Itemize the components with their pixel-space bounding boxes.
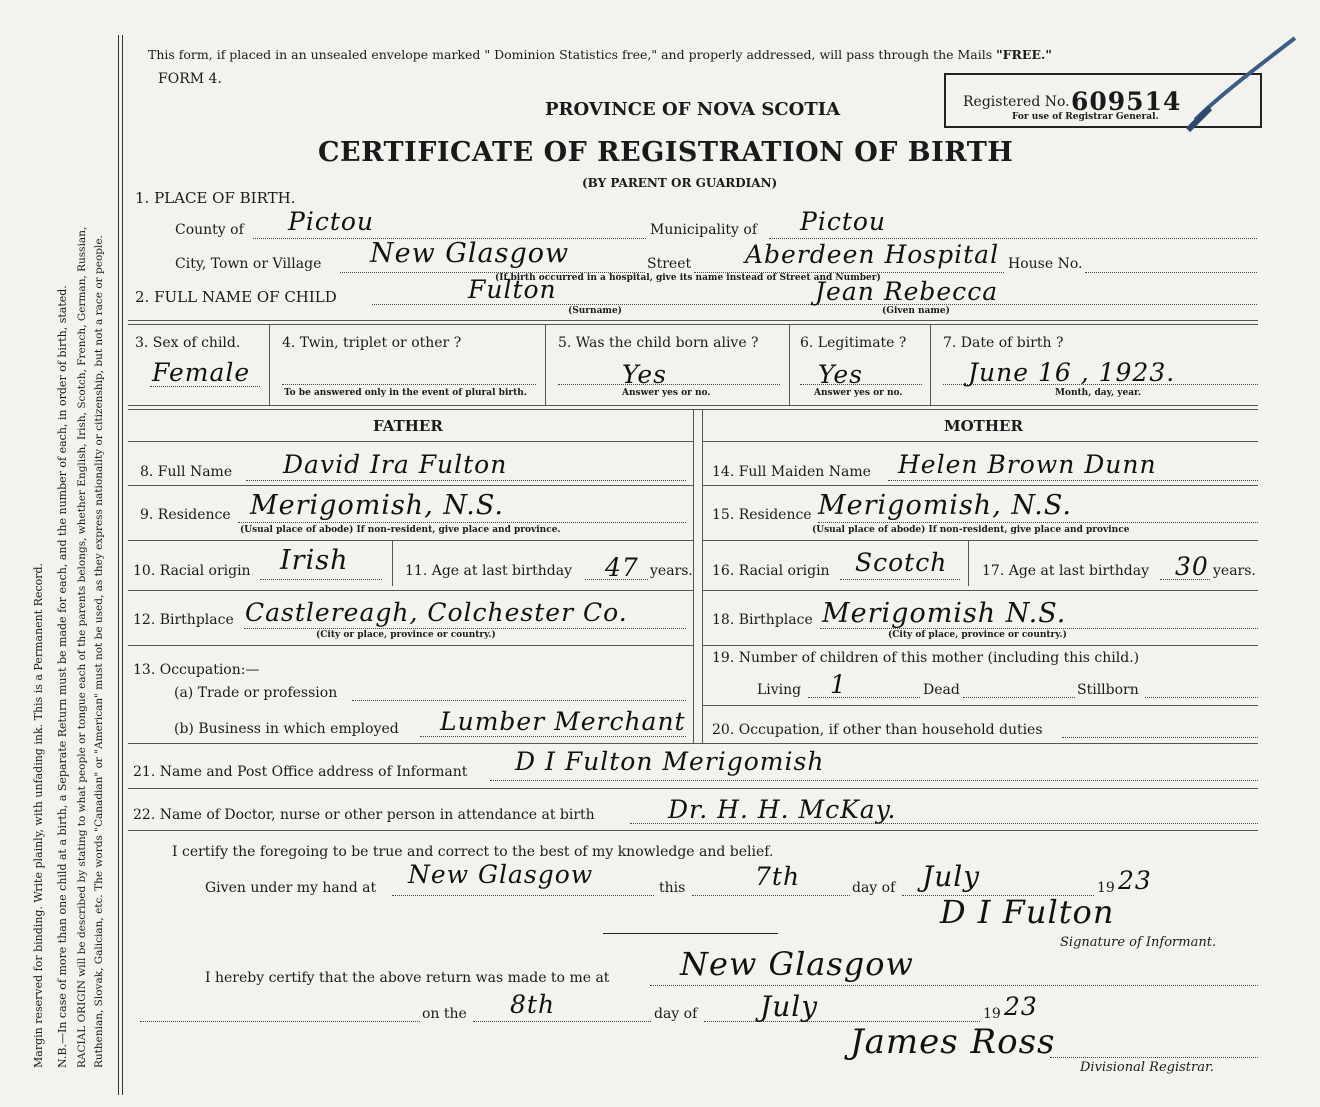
father-birthplace-line xyxy=(244,628,686,629)
divider xyxy=(702,705,1258,706)
twin-label: 4. Twin, triplet or other ? xyxy=(282,335,462,351)
cell-border xyxy=(392,541,393,586)
divider xyxy=(702,540,1258,541)
sex-value: Female xyxy=(152,358,251,387)
born-alive-label: 5. Was the child born alive ? xyxy=(558,335,759,351)
mother-birthplace-value: Merigomish N.S. xyxy=(822,598,1067,629)
margin-note-multiple-births: N.B.—In case of more than one child at a birth, a Separate Return must be made for each, and the number of each, in order of birth, stated. xyxy=(56,285,69,1068)
registrar-place-value: New Glasgow xyxy=(680,945,914,983)
registrar-signature-line xyxy=(1050,1057,1258,1058)
father-race-label: 10. Racial origin xyxy=(133,563,251,579)
father-residence-value: Merigomish, N.S. xyxy=(250,490,504,521)
form-number: FORM 4. xyxy=(158,71,222,87)
dead-label: Dead xyxy=(923,682,960,698)
mother-residence-value: Merigomish, N.S. xyxy=(818,490,1072,521)
given-year-value: 23 xyxy=(1118,866,1152,895)
stillborn-line xyxy=(1145,697,1258,698)
father-name-value: David Ira Fulton xyxy=(283,450,508,479)
dob-note: Month, day, year. xyxy=(1055,388,1142,398)
house-no-line xyxy=(1085,272,1257,273)
given-under-label: Given under my hand at xyxy=(205,880,377,896)
given-month-value: July xyxy=(922,860,981,893)
column-divider xyxy=(693,410,694,743)
informant-signature-caption: Signature of Informant. xyxy=(1060,935,1217,950)
doctor-label: 22. Name of Doctor, nurse or other person in attendance at birth xyxy=(133,807,595,823)
cell-border xyxy=(968,541,969,586)
informant-value: D I Fulton Merigomish xyxy=(515,747,825,776)
divider xyxy=(128,540,693,541)
divider xyxy=(128,441,693,442)
certify-statement: I certify the foregoing to be true and correct to the best of my knowledge and belief. xyxy=(172,844,774,860)
margin-rule xyxy=(118,35,119,1095)
registered-number: 609514 xyxy=(1071,87,1182,116)
street-label: Street xyxy=(647,256,692,272)
street-value: Aberdeen Hospital xyxy=(745,240,1000,269)
trade-label: (a) Trade or profession xyxy=(174,685,338,701)
registrar-year-value: 23 xyxy=(1004,992,1038,1021)
divider xyxy=(128,405,1258,406)
registrar-day-line xyxy=(473,1021,651,1022)
mother-name-line xyxy=(888,480,1258,481)
father-residence-label: 9. Residence xyxy=(140,507,231,523)
column-divider xyxy=(702,410,703,743)
mother-years-label: years. xyxy=(1213,563,1256,579)
mother-birthplace-note: (City of place, province or country.) xyxy=(888,630,1067,640)
dead-line xyxy=(963,697,1075,698)
child-name-label: 2. FULL NAME OF CHILD xyxy=(135,288,337,306)
mother-heading: MOTHER xyxy=(944,417,1023,435)
business-label: (b) Business in which employed xyxy=(174,721,399,737)
divider xyxy=(702,441,1258,442)
place-of-birth-heading: 1. PLACE OF BIRTH. xyxy=(135,189,296,207)
born-alive-note: Answer yes or no. xyxy=(622,388,711,398)
business-value: Lumber Merchant xyxy=(440,707,686,736)
divider xyxy=(128,830,1258,831)
child-surname: Fulton xyxy=(468,275,557,304)
given-day-value: 7th xyxy=(755,862,801,891)
registrar-signature: James Ross xyxy=(850,1022,1056,1062)
margin-note-binding: Margin reserved for binding. Write plainly, with unfading ink. This is a Permanent Record. xyxy=(32,562,45,1068)
house-no-label: House No. xyxy=(1008,256,1083,272)
child-given-name: Jean Rebecca xyxy=(815,277,999,306)
county-value: Pictou xyxy=(288,207,375,236)
dob-label: 7. Date of birth ? xyxy=(943,335,1064,351)
father-race-value: Irish xyxy=(280,545,349,576)
given-place-value: New Glasgow xyxy=(408,860,594,889)
divider xyxy=(128,320,1258,321)
divider xyxy=(128,645,693,646)
registrar-statement: I hereby certify that the above return was made to me at xyxy=(205,970,610,986)
business-line xyxy=(420,736,686,737)
divider xyxy=(128,743,1258,744)
legitimate-value: Yes xyxy=(818,360,863,389)
father-heading: FATHER xyxy=(373,417,443,435)
informant-signature: D I Fulton xyxy=(940,893,1115,931)
mother-age-label: 17. Age at last birthday xyxy=(982,563,1150,579)
doctor-value: Dr. H. H. McKay. xyxy=(668,795,897,824)
margin-note-racial-origin-2: Ruthenian, Slovak, Galician, etc. The words "Canadian" or "American" must not be used, as they express nationality or citizenship, but not a race or people. xyxy=(93,235,105,1068)
hospital-note: (If birth occurred in a hospital, give its name instead of Street and Number) xyxy=(495,273,881,283)
father-residence-line xyxy=(238,522,686,523)
father-age-label: 11. Age at last birthday xyxy=(405,563,573,579)
registrar-day-value: 8th xyxy=(510,990,556,1019)
legitimate-note: Answer yes or no. xyxy=(814,388,903,398)
father-birthplace-note: (City or place, province or country.) xyxy=(316,630,496,640)
mother-occupation-line xyxy=(1062,737,1258,738)
mother-race-label: 16. Racial origin xyxy=(712,563,830,579)
given-day-line xyxy=(692,895,850,896)
margin-note-racial-origin-1: RACIAL ORIGIN will be described by stating to what people or tongue each of the parents belongs, whether English, Irish, Scotch, French, German, Russian, xyxy=(76,226,88,1068)
city-label: City, Town or Village xyxy=(175,256,322,272)
father-race-line xyxy=(260,579,382,580)
registered-label: Registered No. xyxy=(963,94,1070,110)
given-place-line xyxy=(392,895,654,896)
father-residence-note: (Usual place of abode) If non-resident, give place and province. xyxy=(240,525,561,535)
dob-value: June 16 , 1923. xyxy=(968,358,1176,387)
twin-line xyxy=(282,384,536,385)
divider xyxy=(128,485,693,486)
mother-residence-label: 15. Residence xyxy=(712,507,812,523)
sex-label: 3. Sex of child. xyxy=(135,335,241,351)
father-age-value: 47 xyxy=(605,553,639,582)
surname-caption: (Surname) xyxy=(568,306,622,316)
given-day-of-label: day of xyxy=(852,880,896,896)
living-value: 1 xyxy=(830,670,847,699)
mother-age-value: 30 xyxy=(1175,552,1209,581)
registrar-year-prefix: 19 xyxy=(983,1006,1001,1022)
stillborn-label: Stillborn xyxy=(1077,682,1139,698)
city-value: New Glasgow xyxy=(370,238,570,269)
certificate-subtitle: (BY PARENT OR GUARDIAN) xyxy=(582,176,778,190)
certificate-title: CERTIFICATE OF REGISTRATION OF BIRTH xyxy=(318,137,1014,168)
occupation-heading: 13. Occupation:— xyxy=(133,662,260,678)
informant-line xyxy=(490,780,1258,781)
children-count-label: 19. Number of children of this mother (including this child.) xyxy=(712,650,1140,666)
born-alive-line xyxy=(558,384,780,385)
cell-border xyxy=(789,325,790,405)
mother-birthplace-label: 18. Birthplace xyxy=(712,612,813,628)
registrar-day-of-label: day of xyxy=(654,1006,698,1022)
cell-border xyxy=(269,325,270,405)
divider xyxy=(702,645,1258,646)
divider xyxy=(128,590,693,591)
cell-border xyxy=(930,325,931,405)
mother-name-label: 14. Full Maiden Name xyxy=(712,464,871,480)
living-label: Living xyxy=(757,682,802,698)
this-label: this xyxy=(659,880,686,896)
municipality-value: Pictou xyxy=(800,207,887,236)
county-label: County of xyxy=(175,222,244,238)
mail-notice: This form, if placed in an unsealed envelope marked " Dominion Statistics free," and properly addressed, will pass through the Mails "FREE." xyxy=(148,47,1052,62)
signature-rule xyxy=(603,933,778,934)
divisional-registrar-caption: Divisional Registrar. xyxy=(1080,1060,1214,1075)
registrar-use-note: For use of Registrar General. xyxy=(1012,112,1159,122)
divider xyxy=(128,324,1258,325)
father-years-label: years. xyxy=(650,563,693,579)
given-year-prefix: 19 xyxy=(1097,880,1115,896)
mother-residence-note: (Usual place of abode) If non-resident, give place and province xyxy=(812,525,1130,535)
trade-line xyxy=(352,700,686,701)
father-name-line xyxy=(246,480,686,481)
mother-occupation-label: 20. Occupation, if other than household duties xyxy=(712,722,1043,738)
margin-rule-2 xyxy=(122,35,123,1095)
given-name-caption: (Given name) xyxy=(882,306,950,316)
informant-label: 21. Name and Post Office address of Informant xyxy=(133,764,468,780)
registrar-leading-line xyxy=(140,1021,420,1022)
registrar-month-value: July xyxy=(760,990,819,1023)
father-birthplace-label: 12. Birthplace xyxy=(133,612,234,628)
registrar-place-line xyxy=(650,985,1258,986)
twin-note: To be answered only in the event of plural birth. xyxy=(284,388,527,398)
municipality-label: Municipality of xyxy=(650,222,758,238)
divider xyxy=(702,590,1258,591)
mother-race-line xyxy=(840,579,960,580)
father-birthplace-value: Castlereagh, Colchester Co. xyxy=(245,598,628,627)
province-heading: PROVINCE OF NOVA SCOTIA xyxy=(545,99,841,120)
divider xyxy=(128,788,1258,789)
mother-race-value: Scotch xyxy=(855,548,948,577)
living-line xyxy=(808,697,920,698)
divider xyxy=(702,485,1258,486)
ink-mark xyxy=(1150,30,1300,140)
father-name-label: 8. Full Name xyxy=(140,464,233,480)
cell-border xyxy=(545,325,546,405)
mother-name-value: Helen Brown Dunn xyxy=(898,450,1157,479)
mother-residence-line xyxy=(818,522,1258,523)
legitimate-label: 6. Legitimate ? xyxy=(800,335,907,351)
on-the-label: on the xyxy=(422,1006,467,1022)
born-alive-value: Yes xyxy=(622,360,667,389)
municipality-line xyxy=(769,238,1257,239)
